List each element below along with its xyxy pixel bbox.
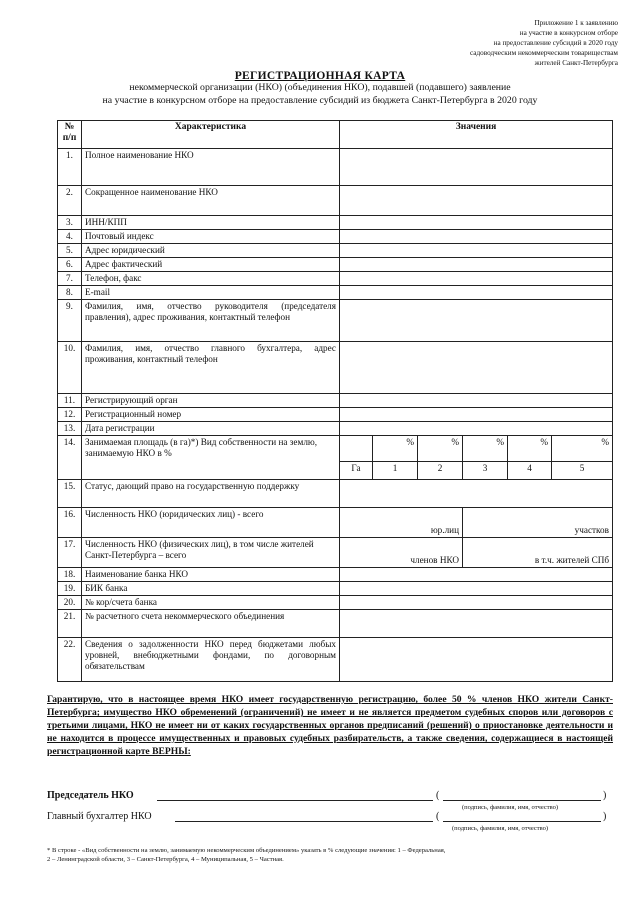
ownership-category: 3	[463, 462, 508, 480]
header-num: № п/п	[58, 121, 82, 149]
value-cell[interactable]	[340, 244, 613, 258]
footnote	[47, 846, 613, 864]
row-num: 13.	[58, 422, 82, 436]
row-num: 9.	[58, 300, 82, 342]
chairman-name-line[interactable]	[443, 790, 601, 801]
page-subtitle: на участие в конкурсном отборе на предоставление субсидий из бюджета Санкт-Петербурга в 2020 году	[102, 95, 538, 106]
row-label: E-mail	[82, 286, 340, 300]
plots-cell[interactable]: участков	[463, 508, 613, 538]
chairman-signature-line[interactable]	[157, 790, 433, 801]
value-cell[interactable]	[340, 480, 613, 508]
chairman-signature-row	[47, 790, 613, 811]
value-cell[interactable]	[340, 596, 613, 610]
guarantee-statement	[47, 693, 613, 758]
value-cell[interactable]	[340, 286, 613, 300]
row-num: 3.	[58, 216, 82, 230]
percent-cell[interactable]: %	[373, 436, 418, 462]
row-num: 10.	[58, 342, 82, 394]
row-num: 18.	[58, 568, 82, 582]
value-cell[interactable]	[340, 216, 613, 230]
annex-line: Приложение 1 к заявлению	[534, 19, 618, 27]
annex-line: на участие в конкурсном отборе	[519, 29, 618, 37]
value-cell[interactable]	[340, 394, 613, 408]
value-cell[interactable]	[340, 422, 613, 436]
value-cell[interactable]	[340, 610, 613, 638]
annex-line: жителей Санкт-Петербурга	[534, 59, 618, 67]
row-num: 1.	[58, 149, 82, 186]
ownership-category: 2	[418, 462, 463, 480]
header-values: Значения	[340, 121, 613, 149]
row-label: Занимаемая площадь (в га)*) Вид собственности на землю, занимаемую НКО в %	[82, 436, 340, 480]
row-num: 5.	[58, 244, 82, 258]
guarantee-text: Гарантирую, что в настоящее время НКО имеет государственную регистрацию, более 50 % членов НКО жители Санкт-Петербурга; имущество НКО обременений (ограничений) не имеет и не является предметом судебных споров или договоров с третьими лицами, НКО не имеет ни от каких государственных органов предписаний (решений) о приостановке деятельности и не находится в процессе имущественных и правовых судебных разбирательств, а также сведения, содержащиеся в настоящей регистрационной карте ВЕРНЫ:	[47, 694, 613, 757]
signature-hint: (подпись, фамилия, имя, отчество)	[462, 804, 559, 811]
value-cell[interactable]	[340, 258, 613, 272]
signature-hint: (подпись, фамилия, имя, отчество)	[452, 825, 549, 832]
value-cell[interactable]	[340, 149, 613, 186]
row-label: № расчетного счета некоммерческого объединения	[82, 610, 340, 638]
page-subtitle: некоммерческой организации (НКО) (объединения НКО), подавшей (подавшего) заявление	[129, 82, 511, 93]
paren-close: )	[603, 790, 607, 801]
row-label: Почтовый индекс	[82, 230, 340, 244]
value-cell[interactable]	[340, 300, 613, 342]
footnote-line: * В строке - «Вид собственности на землю, занимаемую некоммерческим объединением» указать в % следующие значения: 1 – Федеральная,	[47, 847, 446, 854]
row-num: 20.	[58, 596, 82, 610]
row-label: Сокращенное наименование НКО	[82, 186, 340, 216]
value-cell[interactable]	[340, 342, 613, 394]
row-label: Адрес юридический	[82, 244, 340, 258]
row-num: 16.	[58, 508, 82, 538]
row-num: 17.	[58, 538, 82, 568]
ownership-category: 4	[508, 462, 552, 480]
row-label: Телефон, факс	[82, 272, 340, 286]
value-cell[interactable]	[340, 272, 613, 286]
row-label: Сведения о задолженности НКО перед бюджетами любых уровней, внебюджетными фондами, по договорным обязательствам	[82, 638, 340, 682]
row-num: 11.	[58, 394, 82, 408]
row-label: Адрес фактический	[82, 258, 340, 272]
row-label: Численность НКО (юридических лиц) - всего	[82, 508, 340, 538]
row-num: 4.	[58, 230, 82, 244]
header-characteristic: Характеристика	[82, 121, 340, 149]
accountant-signature-line[interactable]	[175, 811, 433, 822]
percent-cell[interactable]: %	[508, 436, 552, 462]
row-label: Наименование банка НКО	[82, 568, 340, 582]
paren-open: (	[436, 811, 440, 822]
row-label: Дата регистрации	[82, 422, 340, 436]
accountant-label: Главный бухгалтер НКО	[47, 811, 152, 822]
ownership-category: 5	[552, 462, 613, 480]
spb-residents-cell[interactable]: в т.ч. жителей СПб	[463, 538, 613, 568]
row-num: 7.	[58, 272, 82, 286]
paren-open: (	[436, 790, 440, 801]
row-num: 12.	[58, 408, 82, 422]
chairman-label: Председатель НКО	[47, 790, 134, 801]
row-num: 2.	[58, 186, 82, 216]
legal-entities-cell[interactable]: юр.лиц	[340, 508, 463, 538]
annex-note	[388, 18, 618, 68]
value-cell[interactable]	[340, 582, 613, 596]
annex-line: на предоставление субсидий в 2020 году	[493, 39, 618, 47]
row-label: Регистрационный номер	[82, 408, 340, 422]
row-label: Полное наименование НКО	[82, 149, 340, 186]
annex-line: садоводческим некоммерческим товариществам	[470, 49, 618, 57]
row-label: № кор/счета банка	[82, 596, 340, 610]
row-num: 15.	[58, 480, 82, 508]
registration-table	[57, 120, 613, 682]
ga-label: Га	[340, 462, 373, 480]
accountant-name-line[interactable]	[443, 811, 601, 822]
value-cell[interactable]	[340, 186, 613, 216]
row-label: БИК банка	[82, 582, 340, 596]
footnote-line: 2 – Ленинградской области, 3 – Санкт-Петербурга, 4 – Муниципальная, 5 – Частная.	[47, 856, 284, 863]
percent-cell[interactable]: %	[463, 436, 508, 462]
accountant-signature-row	[47, 811, 613, 832]
row-label: Фамилия, имя, отчество руководителя (председателя правления), адрес проживания, контактный телефон	[82, 300, 340, 342]
row-num: 22.	[58, 638, 82, 682]
percent-cell[interactable]: %	[418, 436, 463, 462]
row-num: 21.	[58, 610, 82, 638]
row-label: Статус, дающий право на государственную поддержку	[82, 480, 340, 508]
value-cell[interactable]	[340, 436, 373, 462]
row-label: Фамилия, имя, отчество главного бухгалтера, адрес проживания, контактный телефон	[82, 342, 340, 394]
row-label: ИНН/КПП	[82, 216, 340, 230]
ownership-category: 1	[373, 462, 418, 480]
members-cell[interactable]: членов НКО	[340, 538, 463, 568]
value-cell[interactable]	[340, 230, 613, 244]
value-cell[interactable]	[340, 568, 613, 582]
page-title: РЕГИСТРАЦИОННАЯ КАРТА	[234, 70, 406, 82]
row-num: 14.	[58, 436, 82, 480]
value-cell[interactable]	[340, 638, 613, 682]
value-cell[interactable]	[340, 408, 613, 422]
row-num: 19.	[58, 582, 82, 596]
paren-close: )	[603, 811, 607, 822]
percent-cell[interactable]: %	[552, 436, 613, 462]
row-label: Численность НКО (физических лиц), в том числе жителей Санкт-Петербурга – всего	[82, 538, 340, 568]
row-label: Регистрирующий орган	[82, 394, 340, 408]
row-num: 8.	[58, 286, 82, 300]
row-num: 6.	[58, 258, 82, 272]
